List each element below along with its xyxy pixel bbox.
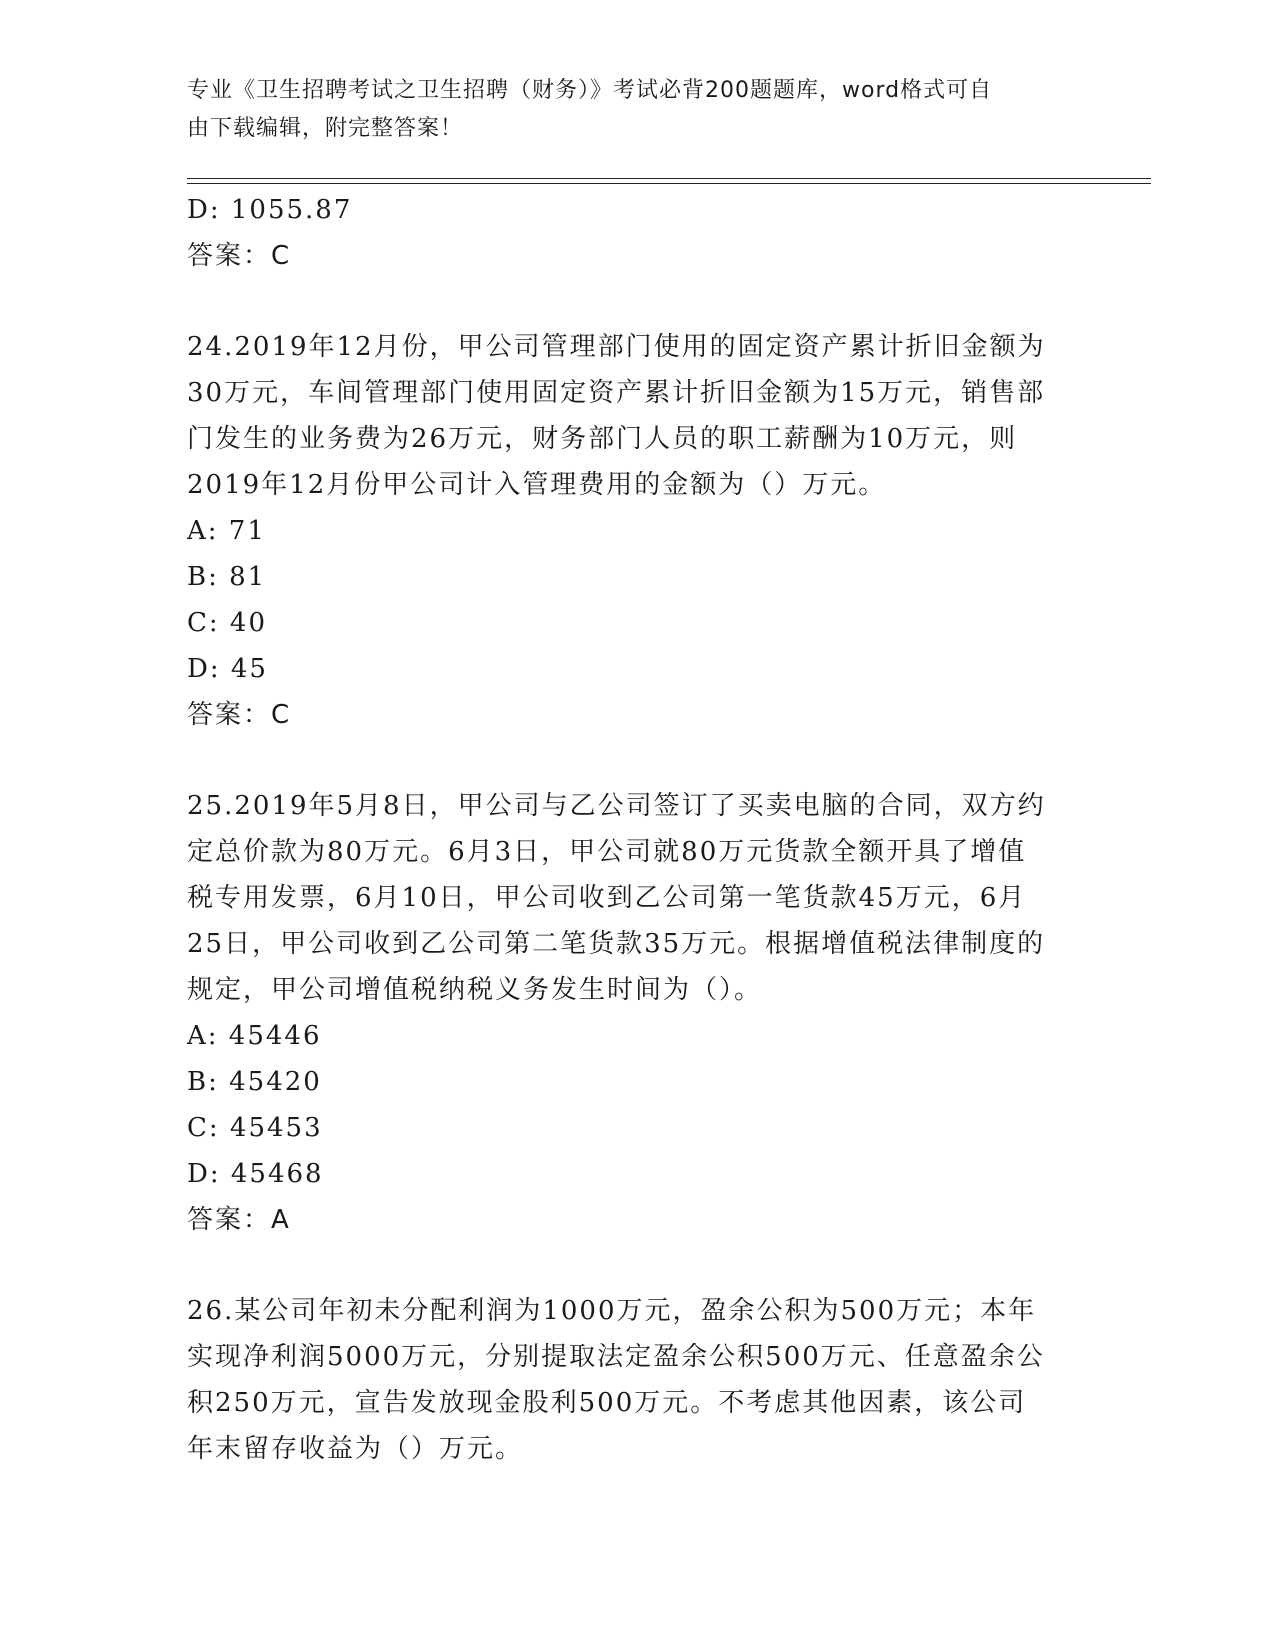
question-text-line: 门发生的业务费为26万元，财务部门人员的职工薪酬为10万元，则	[187, 424, 1018, 454]
document-body	[187, 187, 1087, 1472]
header-line-2: 由下载编辑，附完整答案！	[187, 116, 464, 141]
question-text-line: 规定，甲公司增值税纳税义务发生时间为（）。	[187, 975, 763, 1005]
option-c: C: 45453	[187, 1113, 323, 1143]
answer-line: 答案：A	[187, 1205, 291, 1235]
option-a: A: 45446	[187, 1021, 322, 1051]
question-text-line: 24.2019年12月份，甲公司管理部门使用的固定资产累计折旧金额为	[187, 332, 1046, 362]
option-a: A: 71	[187, 516, 266, 546]
header-divider-top	[187, 178, 1151, 179]
option-d: D: 45	[187, 654, 268, 684]
option-b: B: 45420	[187, 1067, 322, 1097]
document-header	[187, 72, 1067, 148]
question-24	[187, 324, 1087, 738]
previous-question-tail	[187, 187, 1087, 279]
question-26	[187, 1288, 1087, 1472]
option-b: B: 81	[187, 562, 267, 592]
question-text-line: 26.某公司年初未分配利润为1000万元，盈余公积为500万元；本年	[187, 1296, 1037, 1326]
question-25	[187, 783, 1087, 1243]
question-text-line: 积250万元，宣告发放现金股利500万元。不考虑其他因素，该公司	[187, 1388, 1027, 1418]
header-divider-bottom	[187, 183, 1151, 184]
question-text-line: 税专用发票，6月10日，甲公司收到乙公司第一笔货款45万元，6月	[187, 883, 1027, 913]
option-d: D: 45468	[187, 1159, 324, 1189]
question-text-line: 30万元，车间管理部门使用固定资产累计折旧金额为15万元，销售部	[187, 378, 1046, 408]
option-c: C: 40	[187, 608, 268, 638]
question-text-line: 年末留存收益为（）万元。	[187, 1434, 524, 1464]
question-text-line: 2019年12月份甲公司计入管理费用的金额为（）万元。	[187, 470, 887, 500]
question-text-line: 实现净利润5000万元，分别提取法定盈余公积500万元、任意盈余公	[187, 1342, 1045, 1372]
option-d: D: 1055.87	[187, 195, 353, 225]
answer-line: 答案：C	[187, 700, 292, 730]
header-line-1: 专业《卫生招聘考试之卫生招聘（财务）》考试必背200题题库，word格式可自	[187, 78, 993, 103]
answer-line: 答案：C	[187, 241, 292, 271]
question-text-line: 25日，甲公司收到乙公司第二笔货款35万元。根据增值税法律制度的	[187, 929, 1046, 959]
question-text-line: 定总价款为80万元。6月3日，甲公司就80万元货款全额开具了增值	[187, 837, 1027, 867]
question-text-line: 25.2019年5月8日，甲公司与乙公司签订了买卖电脑的合同，双方约	[187, 791, 1046, 821]
